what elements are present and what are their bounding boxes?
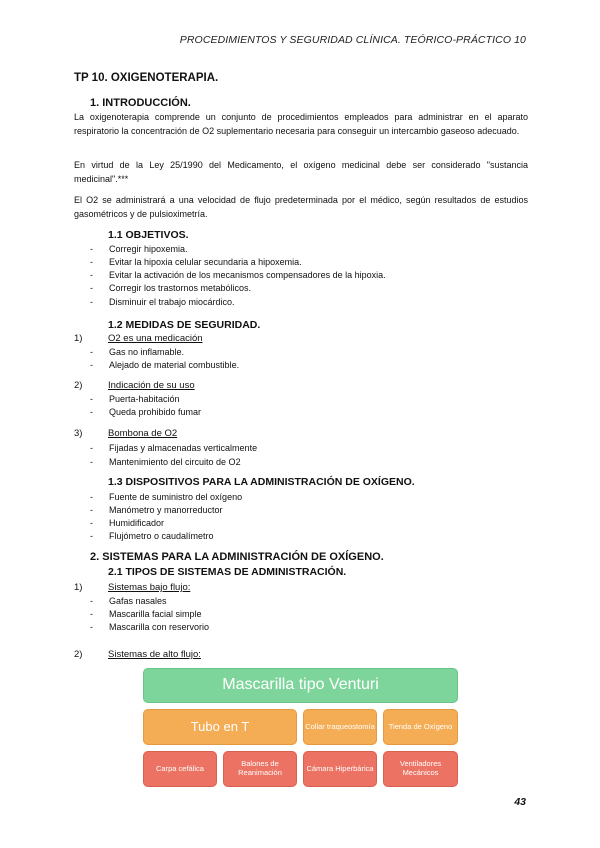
paragraph-intro: La oxigenoterapia comprende un conjunto de procedimientos empleados para administrar en el aparato respiratorio la concentración de O2 suplementario necesaria para conseguir un intercambio gaseoso adecuado. bbox=[74, 112, 528, 136]
diagram-box-collar: Collar traqueostomía bbox=[303, 709, 377, 745]
diagram-box-carpa: Carpa cefálica bbox=[143, 751, 217, 787]
group-title: O2 es una medicación bbox=[108, 333, 203, 344]
section-heading-sistemas: 2. SISTEMAS PARA LA ADMINISTRACIÓN DE OXÍGENO. bbox=[90, 551, 384, 563]
subheading-objetivos: 1.1 OBJETIVOS. bbox=[108, 229, 189, 241]
diagram-box-venturi: Mascarilla tipo Venturi bbox=[143, 668, 458, 703]
section-heading-introduccion: 1. INTRODUCCIÓN. bbox=[90, 97, 191, 109]
page-number: 43 bbox=[514, 796, 526, 808]
diagram-box-ventiladores: Ventiladores Mecánicos bbox=[383, 751, 458, 787]
paragraph-ley: En virtud de la Ley 25/1990 del Medicamento, el oxígeno medicinal debe ser considerado "sustancia medicinal".*** bbox=[74, 160, 528, 184]
paragraph-flujo: El O2 se administrará a una velocidad de flujo predeterminada por el médico, según resultados de estudios gasométricos y de pulsioximetría. bbox=[74, 195, 528, 219]
group-title: Bombona de O2 bbox=[108, 428, 178, 439]
group-number: 3) bbox=[74, 428, 83, 439]
group-title-alto-flujo: Sistemas de alto flujo: bbox=[108, 649, 201, 660]
running-header: PROCEDIMIENTOS Y SEGURIDAD CLÍNICA. TEÓRICO-PRÁCTICO 10 bbox=[179, 34, 526, 46]
subheading-medidas: 1.2 MEDIDAS DE SEGURIDAD. bbox=[108, 319, 261, 331]
diagram-box-tubo-t: Tubo en T bbox=[143, 709, 297, 745]
group-title: Indicación de su uso bbox=[108, 380, 195, 391]
group-number: 1) bbox=[74, 582, 83, 593]
diagram-box-balones: Balones de Reanimación bbox=[223, 751, 297, 787]
group-number: 2) bbox=[74, 380, 83, 391]
document-title: TP 10. OXIGENOTERAPIA. bbox=[74, 72, 219, 84]
diagram-box-tienda: Tienda de Oxígeno bbox=[383, 709, 458, 745]
group-number: 2) bbox=[74, 649, 83, 660]
group-title-bajo-flujo: Sistemas bajo flujo: bbox=[108, 582, 191, 593]
group-number: 1) bbox=[74, 333, 83, 344]
diagram-box-camara: Cámara Hiperbárica bbox=[303, 751, 377, 787]
subheading-tipos: 2.1 TIPOS DE SISTEMAS DE ADMINISTRACIÓN. bbox=[108, 566, 347, 578]
subheading-dispositivos: 1.3 DISPOSITIVOS PARA LA ADMINISTRACIÓN DE OXÍGENO. bbox=[108, 476, 415, 488]
